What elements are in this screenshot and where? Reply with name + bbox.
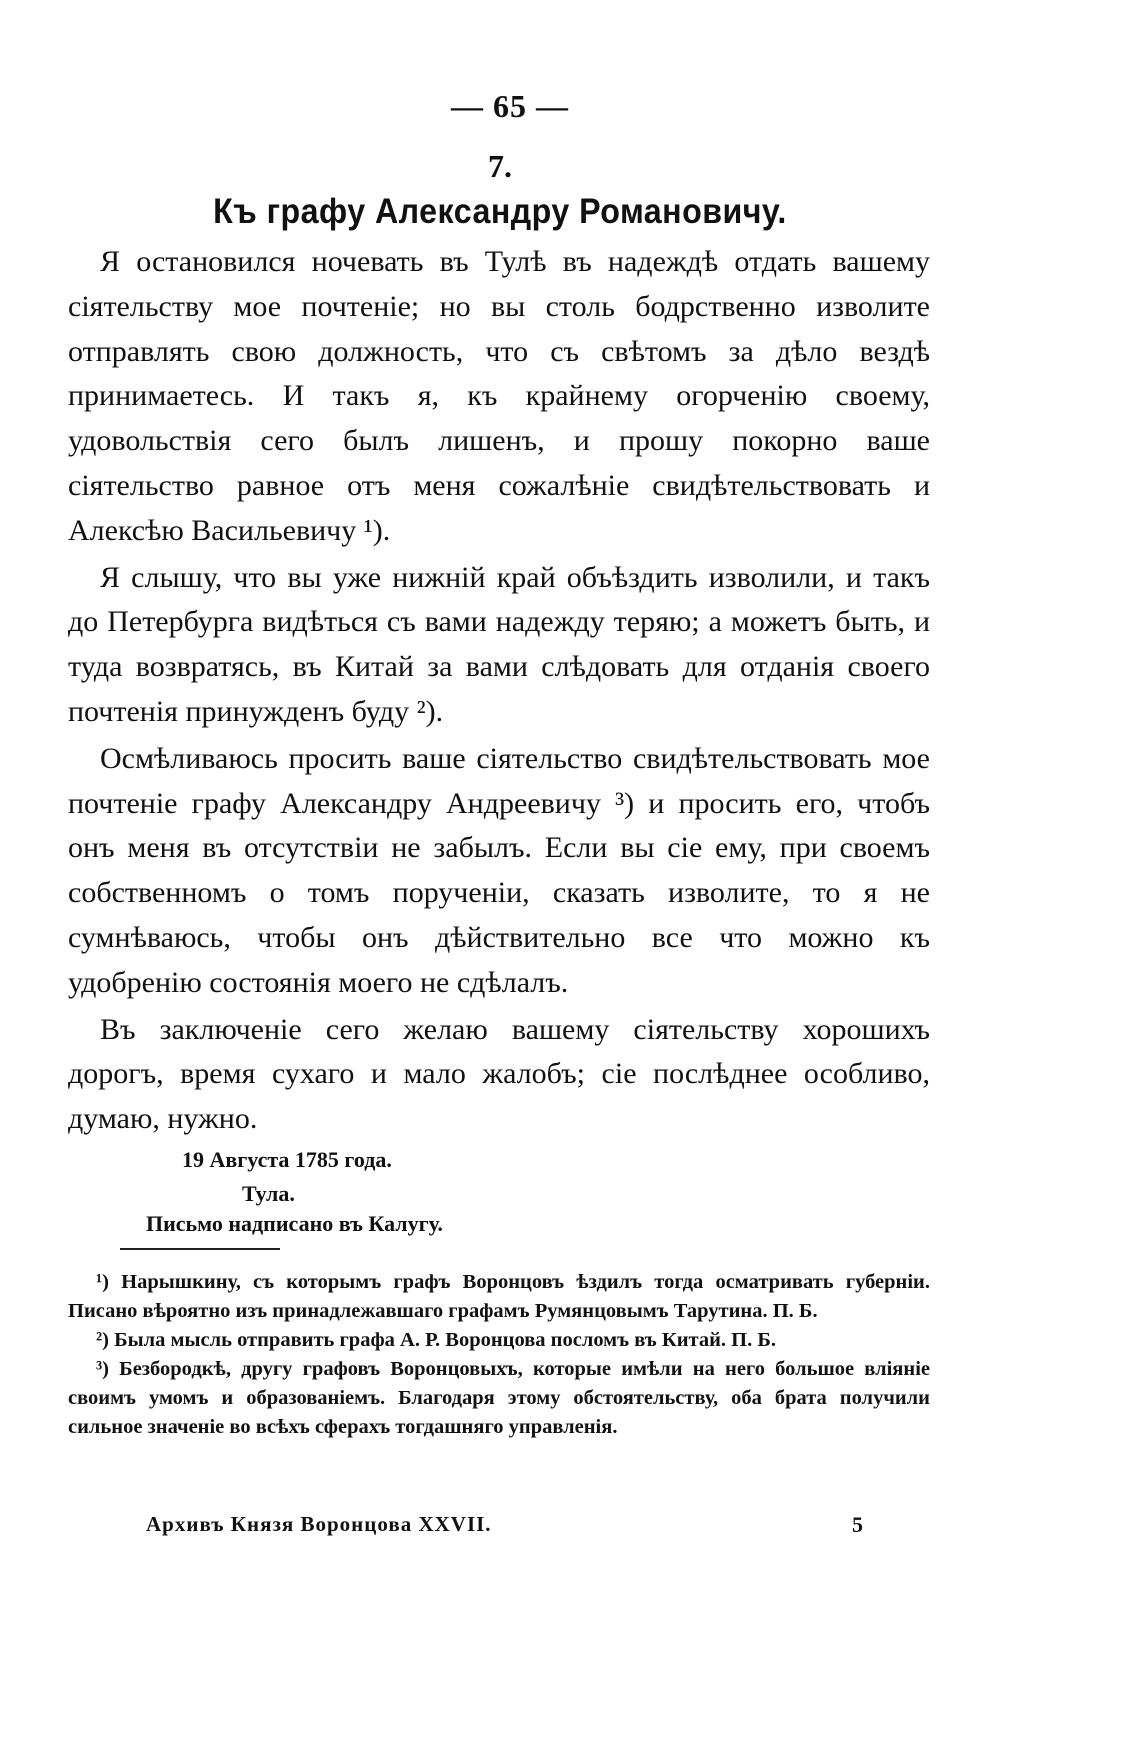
paragraph: Я слышу, что вы уже нижній край объѣздить изволили, и такъ до Петербурга видѣться съ вами надежду теряю; а можетъ быть, и туда возвратясь, въ Китай за вами слѣдовать для отданія своего почтенія принужденъ буду ²). — [68, 560, 930, 728]
footnote: ¹) Нарышкину, съ которымъ графъ Воронцовъ ѣздилъ тогда осматривать губерніи. Писано вѣроятно изъ принадлежавшаго графамъ Румянцовымъ Тарутина. П. Б. — [68, 1271, 930, 1322]
letter-place: Тула. — [242, 1181, 295, 1206]
letter-body — [68, 240, 930, 1142]
letter-title: Къ графу Александру Романовичу. — [213, 192, 787, 231]
paragraph: Осмѣливаюсь просить ваше сіятельство свидѣтельствовать мое почтеніе графу Александру Андреевичу ³) и просить его, чтобъ онъ меня въ отсутствіи не забылъ. Если вы сіе ему, при своемъ собственномъ о томъ порученіи, сказать изволите, то я не сумнѣваюсь, чтобы онъ дѣйствительно все что можно къ удобренію состоянія моего не сдѣлалъ. — [68, 741, 930, 999]
paragraph: Въ заключеніе сего желаю вашему сіятельству хорошихъ дорогъ, время сухаго и мало жалобъ; сіе послѣднее особливо, думаю, нужно. — [68, 1012, 930, 1136]
running-footer: Архивъ Князя Воронцова XXVII. — [146, 1512, 492, 1536]
footnotes — [68, 1268, 930, 1442]
footnote: ³) Безбородкѣ, другу графовъ Воронцовыхъ, которые имѣли на него большое вліяніе своимъ умомъ и образованіемъ. Благодаря этому обстоятельству, оба брата получили сильное значеніе во всѣхъ сферахъ тогдашняго управленія. — [68, 1358, 930, 1438]
signature-mark: 5 — [852, 1512, 863, 1537]
footnote-divider — [120, 1248, 280, 1250]
letter-number: 7. — [488, 148, 512, 184]
letter-date: 19 Августа 1785 года. — [182, 1147, 392, 1172]
address-note: Письмо надписано въ Калугу. — [146, 1211, 443, 1236]
page-number: — 65 — — [451, 88, 569, 124]
paragraph: Я остановился ночевать въ Тулѣ въ надеждѣ отдать вашему сіятельству мое почтеніе; но вы столь бодрственно изволите отправлять свою должность, что съ свѣтомъ за дѣло вездѣ принимаетесь. И такъ я, къ крайнему огорченію своему, удовольствія сего былъ лишенъ, и прошу покорно ваше сіятельство равное отъ меня сожалѣніе свидѣтельствовать и Алексѣю Васильевичу ¹). — [68, 245, 930, 547]
footnote: ²) Была мысль отправить графа А. Р. Воронцова посломъ въ Китай. П. Б. — [96, 1329, 777, 1351]
